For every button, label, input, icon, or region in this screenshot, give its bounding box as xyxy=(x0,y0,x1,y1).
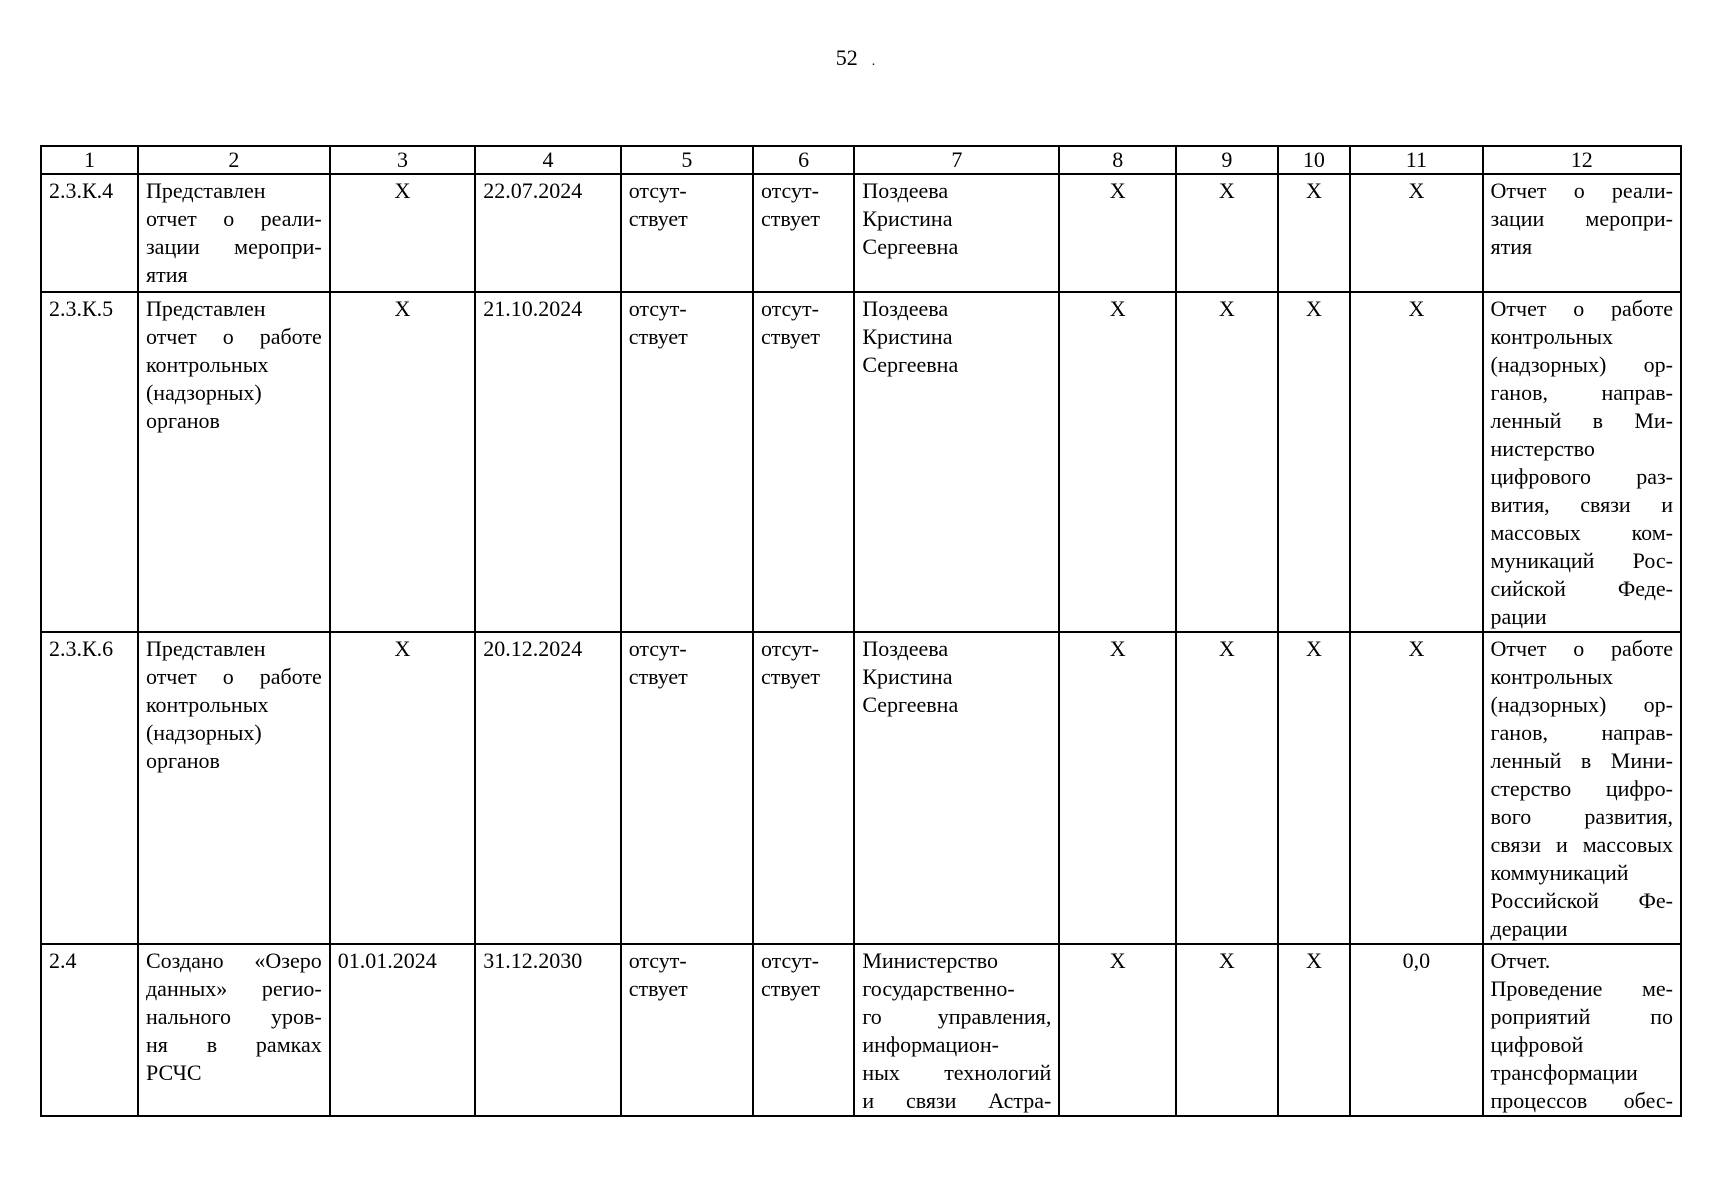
text-line: трансформации xyxy=(1490,1060,1638,1085)
text-line: (надзорных) ор- xyxy=(1490,692,1673,717)
col11-cell: Х xyxy=(1350,174,1482,292)
text-line: стерство цифро- xyxy=(1490,776,1673,801)
text-line: Представлен xyxy=(145,296,266,321)
text-line: ствует xyxy=(628,664,688,689)
text-line: ятия xyxy=(1490,234,1533,259)
col9-cell: Х xyxy=(1176,632,1277,944)
text-line: отчет о реали- xyxy=(145,206,322,231)
table-row xyxy=(41,292,1681,632)
col6-cell xyxy=(753,174,854,292)
text-line: Сергеевна xyxy=(862,234,959,259)
text-line: сийской Феде- xyxy=(1490,576,1673,601)
start-date-cell: Х xyxy=(330,292,475,632)
column-number: 8 xyxy=(1059,146,1176,174)
responsible-cell xyxy=(854,174,1059,292)
text-line: ствует xyxy=(760,664,821,689)
col8-cell: Х xyxy=(1059,292,1176,632)
col6-cell xyxy=(753,632,854,944)
text-line: информацион- xyxy=(862,1032,999,1057)
result-cell xyxy=(1483,174,1681,292)
column-number: 2 xyxy=(138,146,330,174)
end-date-cell: 31.12.2030 xyxy=(475,944,620,1116)
col8-cell: Х xyxy=(1059,632,1176,944)
text-line: Кристина xyxy=(862,206,953,231)
text-line: дерации xyxy=(1490,916,1568,941)
text-line: данных» регио- xyxy=(145,976,322,1001)
col6-cell xyxy=(753,944,854,1116)
column-number: 5 xyxy=(621,146,753,174)
text-line: ствует xyxy=(760,206,821,231)
text-line: ствует xyxy=(760,324,821,349)
text-line: Кристина xyxy=(862,324,953,349)
text-line: отчет о работе xyxy=(145,324,322,349)
text-line: органов xyxy=(145,748,220,773)
row-code: 2.3.К.6 xyxy=(41,632,138,944)
text-line: ствует xyxy=(760,976,821,1001)
text-line: Министерство xyxy=(862,948,998,973)
text-line: и связи Астра- xyxy=(862,1088,1052,1113)
text-line: рации xyxy=(1490,604,1547,629)
text-line: контрольных xyxy=(145,692,269,717)
end-date-cell: 22.07.2024 xyxy=(475,174,620,292)
col5-cell xyxy=(621,944,753,1116)
start-date-cell: Х xyxy=(330,632,475,944)
text-line: ня в рамках xyxy=(145,1032,322,1057)
text-line: Поздеева xyxy=(862,636,949,661)
text-line: процессов обес- xyxy=(1490,1088,1673,1113)
col9-cell: Х xyxy=(1176,292,1277,632)
text-line: отсут- xyxy=(760,636,819,661)
text-line: Поздеева xyxy=(862,178,949,203)
col10-cell: Х xyxy=(1278,292,1351,632)
text-line: контрольных xyxy=(1490,664,1614,689)
column-number: 3 xyxy=(330,146,475,174)
text-line: ятия xyxy=(145,262,188,287)
text-line: ствует xyxy=(628,206,688,231)
text-line: роприятий по xyxy=(1490,1004,1673,1029)
col11-cell: Х xyxy=(1350,632,1482,944)
col6-cell xyxy=(753,292,854,632)
column-number: 6 xyxy=(753,146,854,174)
result-cell xyxy=(1483,632,1681,944)
table-row xyxy=(41,632,1681,944)
text-line: го управления, xyxy=(862,1004,1052,1029)
text-line: органов xyxy=(145,408,220,433)
text-line: (надзорных) xyxy=(145,720,262,745)
col5-cell xyxy=(621,292,753,632)
row-description xyxy=(138,944,330,1116)
text-line: контрольных xyxy=(1490,324,1614,349)
text-line: отсут- xyxy=(628,178,687,203)
text-line: Представлен xyxy=(145,178,266,203)
text-line: отсут- xyxy=(760,178,819,203)
text-line: Российской Фе- xyxy=(1490,888,1673,913)
text-line: коммуникаций xyxy=(1490,860,1629,885)
start-date-cell: Х xyxy=(330,174,475,292)
text-line: (надзорных) xyxy=(145,380,262,405)
text-line: зации меропри- xyxy=(145,234,322,259)
col10-cell: Х xyxy=(1278,944,1351,1116)
text-line: отчет о работе xyxy=(145,664,322,689)
page-mark: . xyxy=(871,54,876,69)
text-line: отсут- xyxy=(760,948,819,973)
row-description xyxy=(138,174,330,292)
text-line: ленный в Мини- xyxy=(1490,748,1673,773)
text-line: отсут- xyxy=(760,296,819,321)
column-number: 12 xyxy=(1483,146,1681,174)
text-line: отсут- xyxy=(628,296,687,321)
text-line: ствует xyxy=(628,976,688,1001)
text-line: государственно- xyxy=(862,976,1015,1001)
text-line: вого развития, xyxy=(1490,804,1673,829)
page-number-value: 52 xyxy=(835,45,858,70)
text-line: ганов, направ- xyxy=(1490,720,1673,745)
col10-cell: Х xyxy=(1278,174,1351,292)
table-row xyxy=(41,174,1681,292)
text-line: Представлен xyxy=(145,636,266,661)
text-line: Проведение ме- xyxy=(1490,976,1673,1001)
text-line: (надзорных) ор- xyxy=(1490,352,1673,377)
text-line: РСЧС xyxy=(145,1060,202,1085)
text-line: Отчет о работе xyxy=(1490,296,1673,321)
text-line: зации меропри- xyxy=(1490,206,1673,231)
text-line: вития, связи и xyxy=(1490,492,1673,517)
col8-cell: Х xyxy=(1059,944,1176,1116)
responsible-cell xyxy=(854,632,1059,944)
column-number-row xyxy=(41,146,1681,174)
column-number: 11 xyxy=(1350,146,1482,174)
text-line: ганов, направ- xyxy=(1490,380,1673,405)
text-line: Отчет о работе xyxy=(1490,636,1673,661)
text-line: Кристина xyxy=(862,664,953,689)
row-code: 2.4 xyxy=(41,944,138,1116)
text-line: ствует xyxy=(628,324,688,349)
col11-cell: Х xyxy=(1350,292,1482,632)
col9-cell: Х xyxy=(1176,944,1277,1116)
text-line: нистерство xyxy=(1490,436,1595,461)
column-number: 9 xyxy=(1176,146,1277,174)
text-line: связи и массовых xyxy=(1490,832,1673,857)
col5-cell xyxy=(621,632,753,944)
text-line: нального уров- xyxy=(145,1004,322,1029)
end-date-cell: 20.12.2024 xyxy=(475,632,620,944)
responsible-cell xyxy=(854,944,1059,1116)
text-line: Сергеевна xyxy=(862,692,959,717)
text-line: муникаций Рос- xyxy=(1490,548,1673,573)
col9-cell: Х xyxy=(1176,174,1277,292)
end-date-cell: 21.10.2024 xyxy=(475,292,620,632)
start-date-cell: 01.01.2024 xyxy=(330,944,475,1116)
text-line: ленный в Ми- xyxy=(1490,408,1673,433)
row-description xyxy=(138,292,330,632)
row-code: 2.3.К.5 xyxy=(41,292,138,632)
text-line: отсут- xyxy=(628,636,687,661)
col11-cell: 0,0 xyxy=(1350,944,1482,1116)
col10-cell: Х xyxy=(1278,632,1351,944)
text-line: ных технологий xyxy=(862,1060,1052,1085)
text-line: цифровой xyxy=(1490,1032,1584,1057)
column-number: 1 xyxy=(41,146,138,174)
column-number: 7 xyxy=(854,146,1059,174)
row-code: 2.3.К.4 xyxy=(41,174,138,292)
text-line: контрольных xyxy=(145,352,269,377)
table-row xyxy=(41,944,1681,1116)
result-cell xyxy=(1483,292,1681,632)
row-description xyxy=(138,632,330,944)
result-cell xyxy=(1483,944,1681,1116)
text-line: отсут- xyxy=(628,948,687,973)
text-line: цифрового раз- xyxy=(1490,464,1673,489)
text-line: Создано «Озеро xyxy=(145,948,322,973)
responsible-cell xyxy=(854,292,1059,632)
text-line: Сергеевна xyxy=(862,352,959,377)
text-line: Отчет. xyxy=(1490,948,1551,973)
col5-cell xyxy=(621,174,753,292)
column-number: 10 xyxy=(1278,146,1351,174)
text-line: Поздеева xyxy=(862,296,949,321)
text-line: массовых ком- xyxy=(1490,520,1673,545)
activities-table xyxy=(40,145,1682,1117)
col8-cell: Х xyxy=(1059,174,1176,292)
page-number xyxy=(0,44,1711,76)
column-number: 4 xyxy=(475,146,620,174)
text-line: Отчет о реали- xyxy=(1490,178,1673,203)
